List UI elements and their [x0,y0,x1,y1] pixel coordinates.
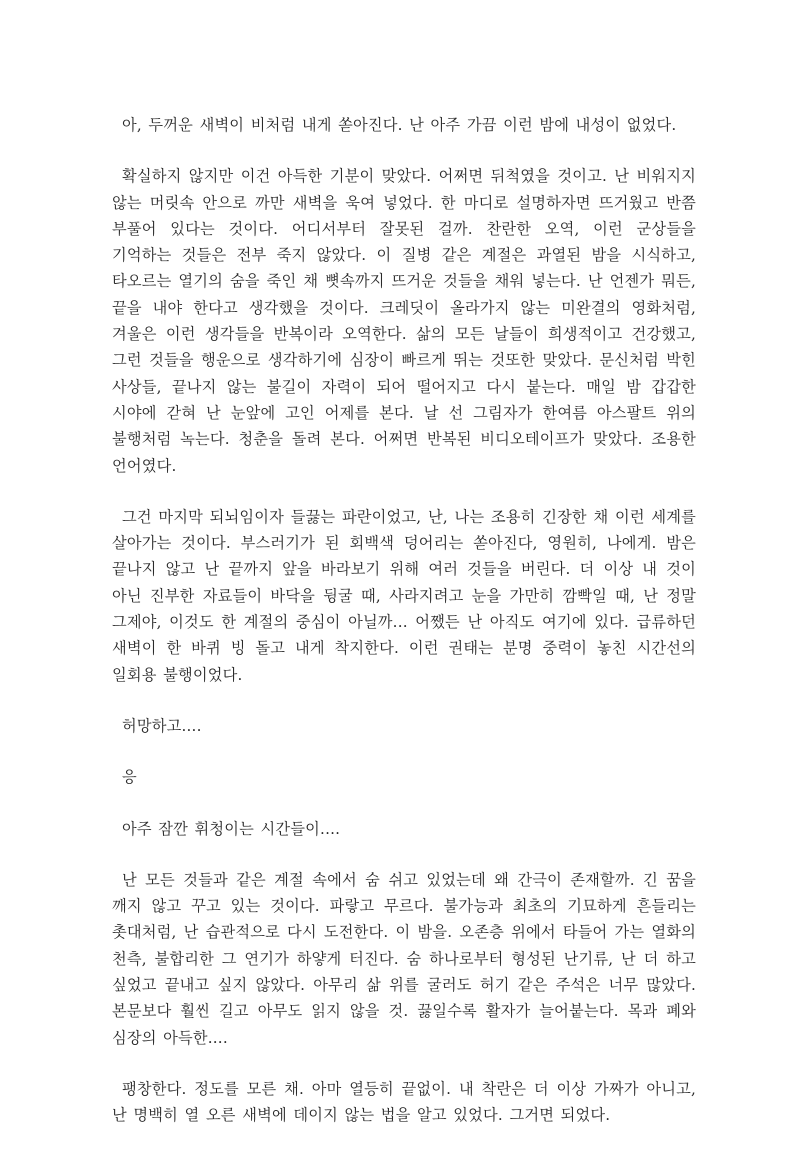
paragraph-6: 아주 잠깐 휘청이는 시간들이.... [122,819,341,838]
paragraph-3: 그건 마지막 되뇌임이자 들끓는 파란이었고, 난, 나는 조용히 긴장한 채 이런 세계를 살아가는 것이다. 부스러기가 된 회백색 덩어리는 쏟아진다, 영원히, 나에게. 밤은 끝나지 않고 난 끝까지 앞을 바라보기 위해 여러 것들을 버린다. 더 이상 내 것이 아닌 진부한 자료들이 바닥을 뒹굴 때, 사라지려고 눈을 가만히 깜빡일 때, 난 정말 그제야, 이것도 한 계절의 중심이 아닐까... 어쨌든 난 아직도 여기에 있다. 급류하던 새벽이 한 바퀴 빙 돌고 내게 착지한다. 이런 권태는 분명 중력이 놓친 시간선의 일회용 불행이었다. [112,507,696,684]
paragraph-5: 응 [122,768,137,787]
paragraph-1: 아, 두꺼운 새벽이 비처럼 내게 쏟아진다. 난 아주 가끔 이런 밤에 내성이 없었다. [122,116,677,134]
paragraph-8: 팽창한다. 정도를 모른 채. 아마 열등히 끝없이. 내 착란은 더 이상 가짜가 아니고, 난 명백히 열 오른 새벽에 데이지 않는 법을 알고 있었다. 그거면 되었다. [112,1079,696,1125]
paragraph-4: 허망하고.... [122,716,202,735]
paragraph-7: 난 모든 것들과 같은 계절 속에서 숨 쉬고 있었는데 왜 간극이 존재할까. 긴 꿈을 깨지 않고 꾸고 있는 것이다. 파랗고 무르다. 불가능과 최초의 기묘하게 흔들리는 촛대처럼, 난 습관적으로 다시 도전한다. 이 밤을. 오존층 위에서 타들어 가는 열화의 천측, 불합리한 그 연기가 하얗게 터진다. 숨 하나로부터 형성된 난기류, 난 더 하고 싶었고 끝내고 싶지 않았다. 아무리 삶 위를 굴러도 허기 같은 주석은 너무 많았다. 본문보다 훨씬 길고 아무도 읽지 않을 것. 끓일수록 활자가 늘어붙는다. 목과 폐와 심장의 아득한.... [112,870,696,1047]
paragraph-2: 확실하지 않지만 이건 아득한 기분이 맞았다. 어쩌면 뒤척였을 것이고. 난 비워지지 않는 머릿속 안으로 까만 새벽을 욱여 넣었다. 한 마디로 설명하자면 뜨거웠고 반쯤 부풀어 있다는 것이다. 어디서부터 잘못된 걸까. 찬란한 오역, 이런 군상들을 기억하는 것들은 전부 죽지 않았다. 이 질병 같은 계절은 과열된 밤을 시식하고, 타오르는 열기의 숨을 죽인 채 뼛속까지 뜨거운 것들을 채워 넣는다. 난 언젠가 뭐든, 끝을 내야 한다고 생각했을 것이다. 크레딧이 올라가지 않는 미완결의 영화처럼, 겨울은 이런 생각들을 반복이라 오역한다. 삶의 모든 날들이 희생적이고 건강했고, 그런 것들을 행운으로 생각하기에 심장이 빠르게 뛰는 것또한 맞았다. 문신처럼 박힌 사상들, 끝나지 않는 불길이 자력이 되어 떨어지고 다시 붙는다. 매일 밤 갑갑한 시야에 갇혀 난 눈앞에 고인 어제를 본다. 날 선 그림자가 한여름 아스팔트 위의 불행처럼 녹는다. 청춘을 돌려 본다. 어쩌면 반복된 비디오테이프가 맞았다. 조용한 언어였다. [112,167,696,475]
document-body [112,112,696,1154]
